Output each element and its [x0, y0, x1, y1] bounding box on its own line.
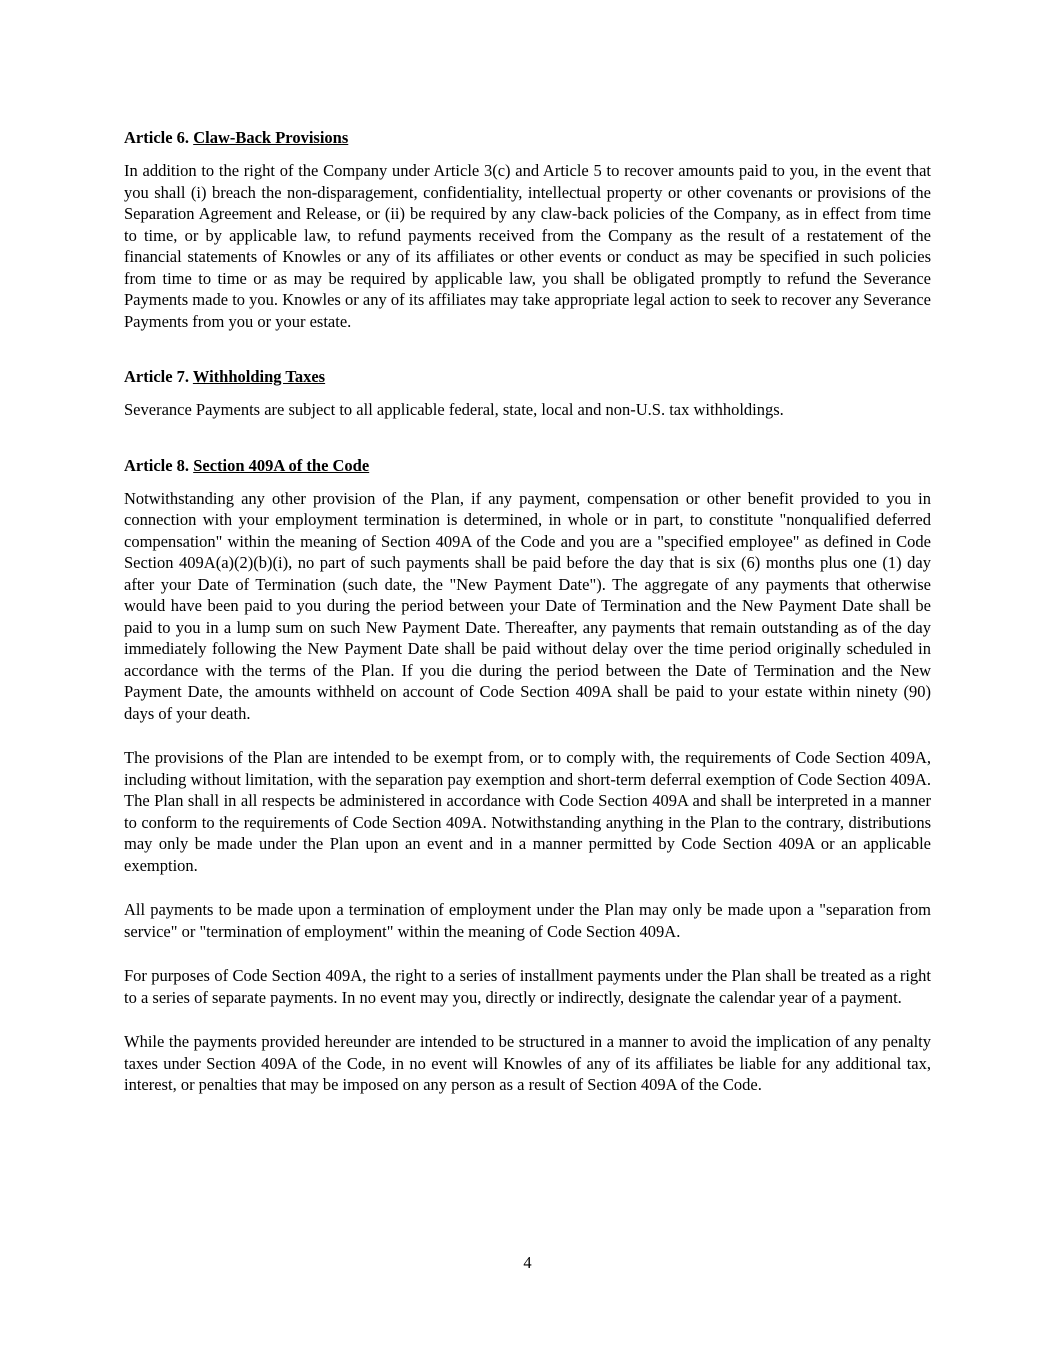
article-8-title: Section 409A of the Code: [193, 455, 370, 475]
article-8-number: Article 8.: [124, 455, 194, 475]
article-7-title: Withholding Taxes: [192, 367, 326, 386]
article-6-number: Article 6.: [124, 128, 194, 147]
article-6-paragraph-1: In addition to the right of the Company under Article 3(c) and Article 5 to recover amounts paid to you, in the event that you shall (i) breach the non-disparagement, confidentiality, intellectual property or other covenants or provisions of the Separation Agreement and Release, or (ii) be required by any claw-back policies of the Company, as in effect from time to time, or by applicable law, to refund payments received from the Company as the result of a restatement of the financial statements of Knowles or any of its affiliates or other events or conduct as may be specified in such policies from time to time or as may be required by applicable law, you shall be obligated promptly to refund the Severance Payments made to you. Knowles or any of its affiliates may take appropriate legal action to seek to recover any Severance Payments from you or your estate.: [124, 161, 931, 331]
article-6-title: Claw-Back Provisions: [193, 128, 349, 147]
article-6-section: [124, 127, 931, 332]
article-8-paragraph-3: All payments to be made upon a termination of employment under the Plan may only be made upon a "separation from service" or "termination of employment" within the meaning of Code Section 409A.: [124, 900, 931, 941]
article-8-paragraph-5: While the payments provided hereunder are intended to be structured in a manner to avoid the implication of any penalty taxes under Section 409A of the Code, in no event will Knowles of any of its affiliates be liable for any additional tax, interest, or penalties that may be imposed on any person as a result of Section 409A of the Code.: [124, 1032, 931, 1094]
page-number: 4: [523, 1253, 532, 1272]
article-8-paragraph-4: For purposes of Code Section 409A, the right to a series of installment payments under the Plan shall be treated as a right to a series of separate payments. In no event may you, directly or indirectly, designate the calendar year of a payment.: [124, 966, 931, 1007]
article-7-section: [124, 366, 931, 421]
article-8-heading: [124, 455, 931, 477]
article-7-heading: [124, 366, 931, 388]
article-7-paragraph-1: Severance Payments are subject to all applicable federal, state, local and non-U.S. tax withholdings.: [124, 400, 784, 419]
article-7-number: Article 7.: [124, 367, 193, 386]
article-8-section: [124, 455, 931, 1096]
article-8-paragraph-1: Notwithstanding any other provision of the Plan, if any payment, compensation or other benefit provided to you in connection with your employment termination is determined, in whole or in part, to constitute "nonqualified deferred compensation" within the meaning of Section 409A of the Code and you are a "specified employee" as defined in Code Section 409A(a)(2)(b)(i), no part of such payments shall be paid before the day that is six (6) months plus one (1) day after your Date of Termination (such date, the "New Payment Date"). The aggregate of any payments that otherwise would have been paid to you during the period between your Date of Termination and the New Payment Date shall be paid to you in a lump sum on such New Payment Date. Thereafter, any payments that remain outstanding as of the day immediately following the New Payment Date shall be paid without delay over the time period originally scheduled in accordance with the terms of the Plan. If you die during the period between the Date of Termination and the New Payment Date, the amounts withheld on account of Code Section 409A shall be paid to your estate within ninety (90) days of your death.: [124, 488, 931, 723]
article-8-paragraph-2: The provisions of the Plan are intended to be exempt from, or to comply with, the requirements of Code Section 409A, including without limitation, with the separation pay exemption and short-term deferral exemption of Code Section 409A. The Plan shall in all respects be administered in accordance with Code Section 409A and shall be interpreted in a manner to conform to the requirements of Code Section 409A. Notwithstanding anything in the Plan to the contrary, distributions may only be made under the Plan upon an event and in a manner permitted by Code Section 409A or an applicable exemption.: [124, 748, 931, 875]
article-6-heading: [124, 127, 931, 149]
